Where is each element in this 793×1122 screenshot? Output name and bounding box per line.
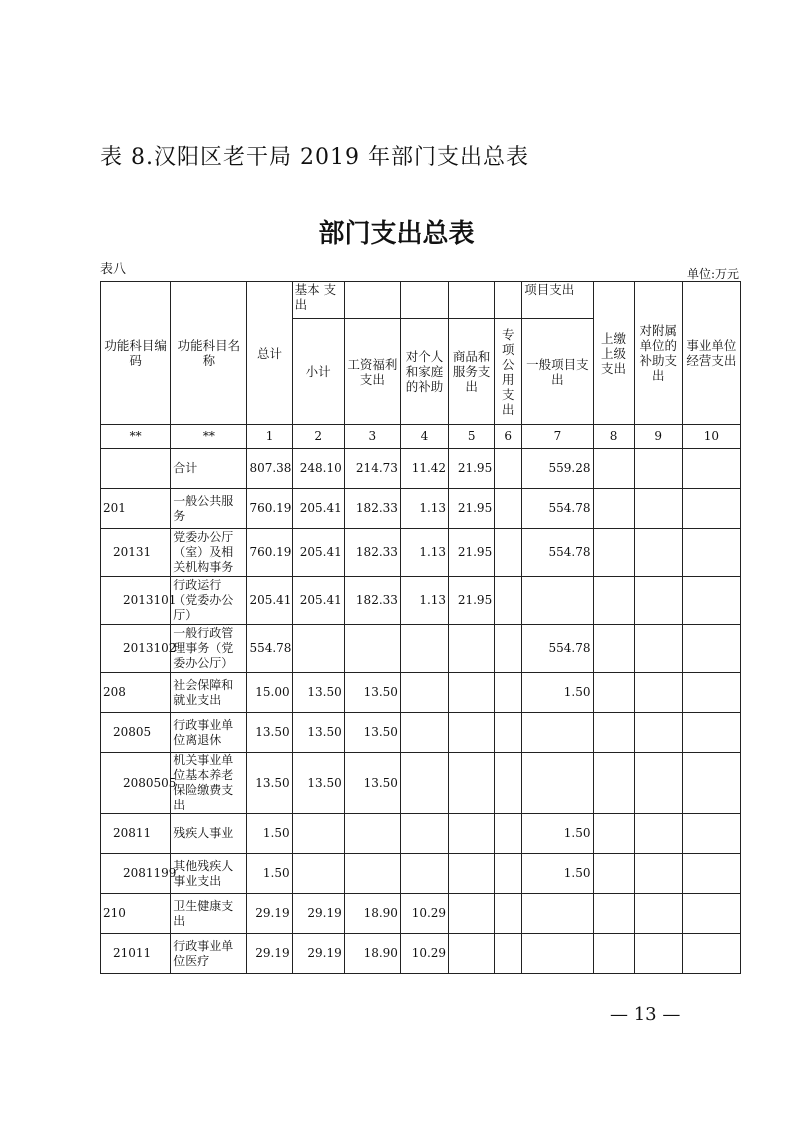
name-cell: 合计 (171, 449, 247, 489)
goods-cell (449, 814, 495, 854)
table-row (101, 449, 741, 489)
name-cell: 党委办公厅（室）及相关机构事务 (171, 529, 247, 577)
general-project-cell: 1.50 (522, 673, 593, 713)
business-cell (682, 713, 740, 753)
special-cell (495, 854, 522, 894)
upper-cell (593, 529, 634, 577)
special-cell (495, 934, 522, 974)
header-total: 总计 (247, 282, 292, 425)
header-business: 事业单位经营支出 (682, 282, 740, 425)
table-row (101, 673, 741, 713)
general-project-cell: 559.28 (522, 449, 593, 489)
personal-cell (400, 673, 448, 713)
special-cell (495, 449, 522, 489)
name-cell: 行政运行（党委办公厅） (171, 577, 247, 625)
header-wages: 工资福利支出 (344, 319, 400, 425)
subtotal-cell: 13.50 (292, 713, 344, 753)
index-row (101, 425, 741, 449)
index-cell: 1 (247, 425, 292, 449)
code-cell: 201 (101, 489, 171, 529)
name-cell: 残疾人事业 (171, 814, 247, 854)
table-row (101, 577, 741, 625)
upper-cell (593, 625, 634, 673)
special-cell (495, 673, 522, 713)
index-cell: 8 (593, 425, 634, 449)
name-cell: 社会保障和就业支出 (171, 673, 247, 713)
table-row (101, 625, 741, 673)
index-cell: ** (171, 425, 247, 449)
subsidiary-cell (634, 814, 682, 854)
code-cell: 20811 (101, 814, 171, 854)
header-code: 功能科目编码 (101, 282, 171, 425)
document-title: 表 8.汉阳区老干局 2019 年部门支出总表 (100, 145, 529, 170)
total-cell: 807.38 (247, 449, 292, 489)
subsidiary-cell (634, 713, 682, 753)
personal-cell (400, 713, 448, 753)
table-row (101, 854, 741, 894)
table-row (101, 489, 741, 529)
total-cell: 29.19 (247, 934, 292, 974)
upper-cell (593, 934, 634, 974)
personal-cell: 1.13 (400, 529, 448, 577)
personal-cell (400, 854, 448, 894)
subtotal-cell: 13.50 (292, 673, 344, 713)
goods-cell (449, 894, 495, 934)
goods-cell (449, 934, 495, 974)
header-blank (344, 282, 400, 319)
header-blank (495, 282, 522, 319)
subsidiary-cell (634, 449, 682, 489)
subtotal-cell: 29.19 (292, 894, 344, 934)
subsidiary-cell (634, 854, 682, 894)
goods-cell: 21.95 (449, 529, 495, 577)
name-cell: 机关事业单位基本养老保险缴费支出 (171, 753, 247, 814)
business-cell (682, 529, 740, 577)
name-cell: 一般公共服务 (171, 489, 247, 529)
goods-cell (449, 713, 495, 753)
subsidiary-cell (634, 934, 682, 974)
goods-cell (449, 753, 495, 814)
goods-cell: 21.95 (449, 577, 495, 625)
code-cell: 2013101 (101, 577, 171, 625)
code-cell (101, 449, 171, 489)
upper-cell (593, 753, 634, 814)
total-cell: 29.19 (247, 894, 292, 934)
index-cell: 6 (495, 425, 522, 449)
wages-cell: 214.73 (344, 449, 400, 489)
header-name: 功能科目名称 (171, 282, 247, 425)
general-project-cell: 554.78 (522, 529, 593, 577)
general-project-cell: 554.78 (522, 489, 593, 529)
subsidiary-cell (634, 625, 682, 673)
business-cell (682, 753, 740, 814)
wages-cell: 182.33 (344, 577, 400, 625)
total-cell: 15.00 (247, 673, 292, 713)
header-subtotal: 小计 (292, 319, 344, 425)
subtotal-cell: 205.41 (292, 529, 344, 577)
subtotal-cell: 205.41 (292, 577, 344, 625)
subsidiary-cell (634, 577, 682, 625)
personal-cell (400, 814, 448, 854)
general-project-cell: 1.50 (522, 854, 593, 894)
total-cell: 205.41 (247, 577, 292, 625)
wages-cell: 13.50 (344, 673, 400, 713)
personal-cell: 11.42 (400, 449, 448, 489)
personal-cell (400, 625, 448, 673)
wages-cell: 182.33 (344, 489, 400, 529)
header-goods: 商品和服务支出 (449, 319, 495, 425)
index-cell: ** (101, 425, 171, 449)
index-cell: 2 (292, 425, 344, 449)
name-cell: 其他残疾人事业支出 (171, 854, 247, 894)
special-cell (495, 529, 522, 577)
goods-cell: 21.95 (449, 449, 495, 489)
index-cell: 5 (449, 425, 495, 449)
table-row (101, 753, 741, 814)
index-cell: 10 (682, 425, 740, 449)
upper-cell (593, 894, 634, 934)
special-cell (495, 625, 522, 673)
personal-cell: 10.29 (400, 934, 448, 974)
wages-cell: 13.50 (344, 753, 400, 814)
upper-cell (593, 673, 634, 713)
special-cell (495, 753, 522, 814)
table-row (101, 814, 741, 854)
business-cell (682, 673, 740, 713)
name-cell: 一般行政管理事务（党委办公厅） (171, 625, 247, 673)
header-subsidiary: 对附属单位的补助支出 (634, 282, 682, 425)
business-cell (682, 894, 740, 934)
total-cell: 760.19 (247, 489, 292, 529)
header-blank (449, 282, 495, 319)
special-cell (495, 489, 522, 529)
goods-cell: 21.95 (449, 489, 495, 529)
personal-cell: 1.13 (400, 577, 448, 625)
header-special: 专项公用支出 (495, 319, 522, 425)
total-cell: 13.50 (247, 713, 292, 753)
index-cell: 9 (634, 425, 682, 449)
business-cell (682, 934, 740, 974)
header-general-project: 一般项目支出 (522, 319, 593, 425)
index-cell: 7 (522, 425, 593, 449)
table-row (101, 894, 741, 934)
general-project-cell (522, 713, 593, 753)
goods-cell (449, 625, 495, 673)
subtotal-cell: 13.50 (292, 753, 344, 814)
subtotal-cell (292, 625, 344, 673)
total-cell: 1.50 (247, 814, 292, 854)
code-cell: 210 (101, 894, 171, 934)
total-cell: 1.50 (247, 854, 292, 894)
upper-cell (593, 854, 634, 894)
wages-cell: 182.33 (344, 529, 400, 577)
personal-cell: 1.13 (400, 489, 448, 529)
general-project-cell (522, 894, 593, 934)
upper-cell (593, 814, 634, 854)
total-cell: 760.19 (247, 529, 292, 577)
unit-label: 单位:万元 (686, 267, 739, 281)
special-cell (495, 577, 522, 625)
expenditure-table (100, 281, 741, 974)
total-cell: 554.78 (247, 625, 292, 673)
wages-cell (344, 814, 400, 854)
special-cell (495, 894, 522, 934)
table-label: 表八 (100, 262, 127, 277)
general-project-cell (522, 934, 593, 974)
business-cell (682, 814, 740, 854)
subtotal-cell: 205.41 (292, 489, 344, 529)
header-upper: 上缴上级支出 (593, 282, 634, 425)
wages-cell: 18.90 (344, 934, 400, 974)
index-cell: 4 (400, 425, 448, 449)
goods-cell (449, 854, 495, 894)
page-number: — 13 — (610, 1004, 681, 1025)
table-row (101, 529, 741, 577)
upper-cell (593, 449, 634, 489)
subsidiary-cell (634, 489, 682, 529)
personal-cell (400, 753, 448, 814)
business-cell (682, 449, 740, 489)
header-personal: 对个人和家庭的补助 (400, 319, 448, 425)
goods-cell (449, 673, 495, 713)
business-cell (682, 489, 740, 529)
general-project-cell: 1.50 (522, 814, 593, 854)
wages-cell: 13.50 (344, 713, 400, 753)
wages-cell (344, 854, 400, 894)
business-cell (682, 854, 740, 894)
name-cell: 卫生健康支出 (171, 894, 247, 934)
index-cell: 3 (344, 425, 400, 449)
code-cell: 20805 (101, 713, 171, 753)
table-row (101, 713, 741, 753)
special-cell (495, 814, 522, 854)
code-cell: 2081199 (101, 854, 171, 894)
header-basic: 基本 支出 (292, 282, 344, 319)
table-title: 部门支出总表 (318, 219, 475, 249)
code-cell: 2080505 (101, 753, 171, 814)
subsidiary-cell (634, 529, 682, 577)
name-cell: 行政事业单位离退休 (171, 713, 247, 753)
header-project: 项目支出 (522, 282, 593, 319)
upper-cell (593, 489, 634, 529)
wages-cell: 18.90 (344, 894, 400, 934)
general-project-cell: 554.78 (522, 625, 593, 673)
personal-cell: 10.29 (400, 894, 448, 934)
name-cell: 行政事业单位医疗 (171, 934, 247, 974)
business-cell (682, 625, 740, 673)
subsidiary-cell (634, 894, 682, 934)
subtotal-cell: 29.19 (292, 934, 344, 974)
upper-cell (593, 577, 634, 625)
code-cell: 21011 (101, 934, 171, 974)
subtotal-cell (292, 814, 344, 854)
wages-cell (344, 625, 400, 673)
code-cell: 20131 (101, 529, 171, 577)
subtotal-cell: 248.10 (292, 449, 344, 489)
code-cell: 2013102 (101, 625, 171, 673)
upper-cell (593, 713, 634, 753)
total-cell: 13.50 (247, 753, 292, 814)
subsidiary-cell (634, 753, 682, 814)
table-row (101, 934, 741, 974)
general-project-cell (522, 753, 593, 814)
subsidiary-cell (634, 673, 682, 713)
header-blank (400, 282, 448, 319)
subtotal-cell (292, 854, 344, 894)
general-project-cell (522, 577, 593, 625)
special-cell (495, 713, 522, 753)
business-cell (682, 577, 740, 625)
code-cell: 208 (101, 673, 171, 713)
